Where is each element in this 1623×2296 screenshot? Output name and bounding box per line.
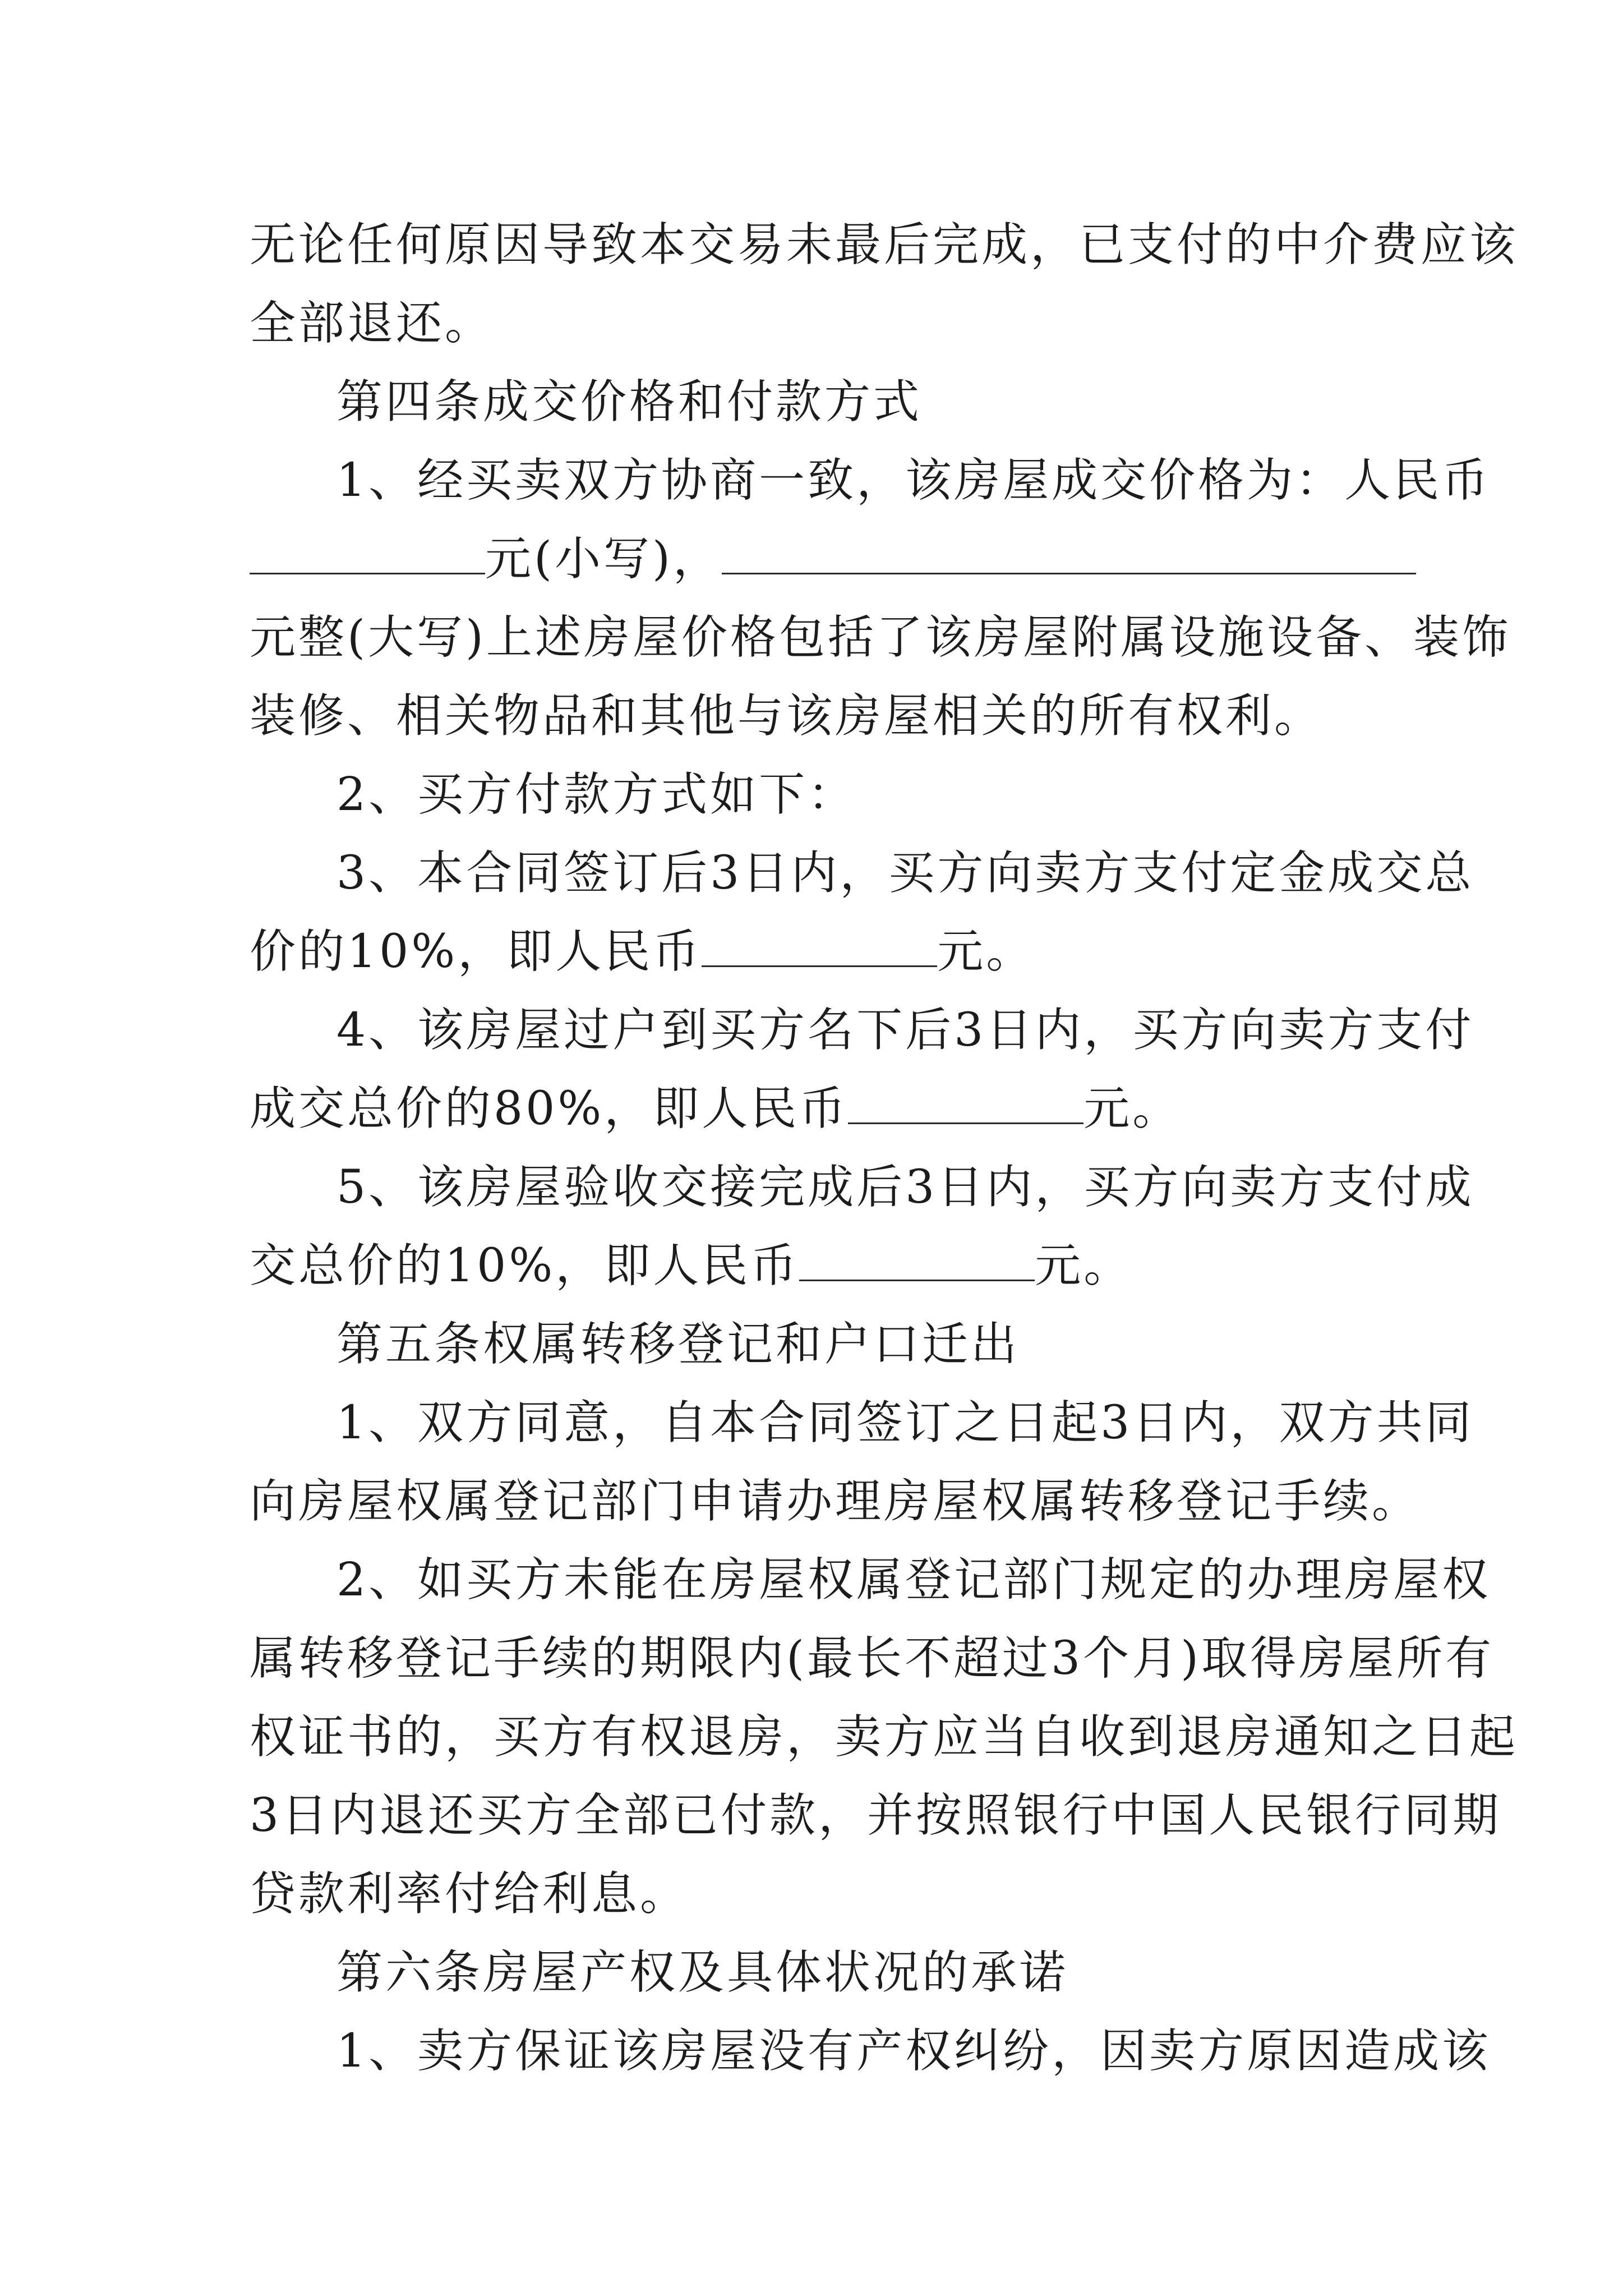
paragraph-line bbox=[250, 599, 1511, 677]
final-amount-blank[interactable] bbox=[799, 1238, 1035, 1281]
heading-text: 第六条房屋产权及具体状况的承诺 bbox=[336, 1946, 1069, 1999]
paragraph-line bbox=[336, 441, 1491, 520]
line-text: 元整(大写)上述房屋价格包括了该房屋附属设施设备、装饰 bbox=[250, 611, 1511, 664]
amount-blank-lowercase[interactable] bbox=[250, 531, 485, 574]
line-text: 价的10%，即人民币 bbox=[250, 925, 702, 978]
paragraph-line bbox=[250, 677, 1382, 756]
line-text: 权证书的，买方有权退房，卖方应当自收到退房通知之日起 bbox=[250, 1710, 1519, 1764]
line-text: 无论任何原因导致本交易未最后完成，已支付的中介费应该 bbox=[250, 218, 1519, 272]
final-payment-fill-line bbox=[250, 1227, 1382, 1305]
heading-text: 第五条权属转移登记和户口迁出 bbox=[336, 1318, 1020, 1371]
section-heading-5 bbox=[336, 1305, 1382, 1384]
line-text: 3、本合同签订后3日内，买方向卖方支付定金成交总 bbox=[336, 846, 1474, 900]
line-text: 1、经买卖双方协商一致，该房屋成交价格为：人民币 bbox=[336, 454, 1491, 507]
paragraph-line bbox=[250, 1462, 1421, 1541]
paragraph-line bbox=[336, 1541, 1491, 1619]
transfer-payment-fill-line bbox=[250, 1070, 1382, 1148]
amount-blank-uppercase[interactable] bbox=[722, 531, 1416, 574]
line-text: 5、该房屋验收交接完成后3日内，买方向卖方支付成 bbox=[336, 1161, 1474, 1214]
paragraph-line bbox=[336, 1384, 1474, 1462]
line-text: 元。 bbox=[1035, 1239, 1133, 1292]
paragraph-line bbox=[336, 834, 1474, 913]
paragraph-line bbox=[250, 284, 1382, 363]
line-text: 元。 bbox=[937, 925, 1035, 978]
heading-text: 第四条成交价格和付款方式 bbox=[336, 375, 923, 429]
paragraph-line bbox=[336, 1148, 1474, 1227]
line-text: 元。 bbox=[1083, 1082, 1182, 1135]
paragraph-line bbox=[250, 1777, 1502, 1855]
line-text: 交总价的10%，即人民币 bbox=[250, 1239, 800, 1292]
section-heading-4 bbox=[336, 363, 1382, 441]
line-text: 元(小写)， bbox=[485, 532, 722, 586]
deposit-fill-line bbox=[250, 913, 1382, 991]
line-text: 2、如买方未能在房屋权属登记部门规定的办理房屋权 bbox=[336, 1553, 1491, 1607]
line-text: 向房屋权属登记部门申请办理房屋权属转移登记手续。 bbox=[250, 1475, 1421, 1528]
paragraph-line bbox=[336, 756, 1382, 834]
paragraph-line bbox=[250, 206, 1519, 284]
paragraph-line bbox=[250, 1855, 1382, 1934]
line-text: 1、双方同意，自本合同签订之日起3日内，双方共同 bbox=[336, 1396, 1474, 1450]
line-text: 1、卖方保证该房屋没有产权纠纷，因卖方原因造成该 bbox=[336, 2024, 1491, 2078]
line-text: 装修、相关物品和其他与该房屋相关的所有权利。 bbox=[250, 689, 1324, 743]
section-heading-6 bbox=[336, 1934, 1382, 2012]
line-text: 贷款利率付给利息。 bbox=[250, 1867, 689, 1921]
paragraph-line bbox=[250, 1619, 1495, 1698]
line-text: 全部退还。 bbox=[250, 297, 494, 350]
paragraph-line bbox=[250, 1698, 1519, 1777]
transfer-amount-blank[interactable] bbox=[848, 1081, 1083, 1124]
line-text: 属转移登记手续的期限内(最长不超过3个月)取得房屋所有 bbox=[250, 1632, 1495, 1685]
paragraph-line bbox=[336, 2012, 1491, 2091]
paragraph-line bbox=[336, 991, 1474, 1070]
line-text: 2、买方付款方式如下： bbox=[336, 768, 857, 821]
line-text: 成交总价的80%，即人民币 bbox=[250, 1082, 849, 1135]
price-fill-line bbox=[250, 520, 1382, 599]
line-text: 4、该房屋过户到买方名下后3日内，买方向卖方支付 bbox=[336, 1004, 1474, 1057]
line-text: 3日内退还买方全部已付款，并按照银行中国人民银行同期 bbox=[250, 1789, 1502, 1842]
deposit-amount-blank[interactable] bbox=[702, 924, 937, 967]
